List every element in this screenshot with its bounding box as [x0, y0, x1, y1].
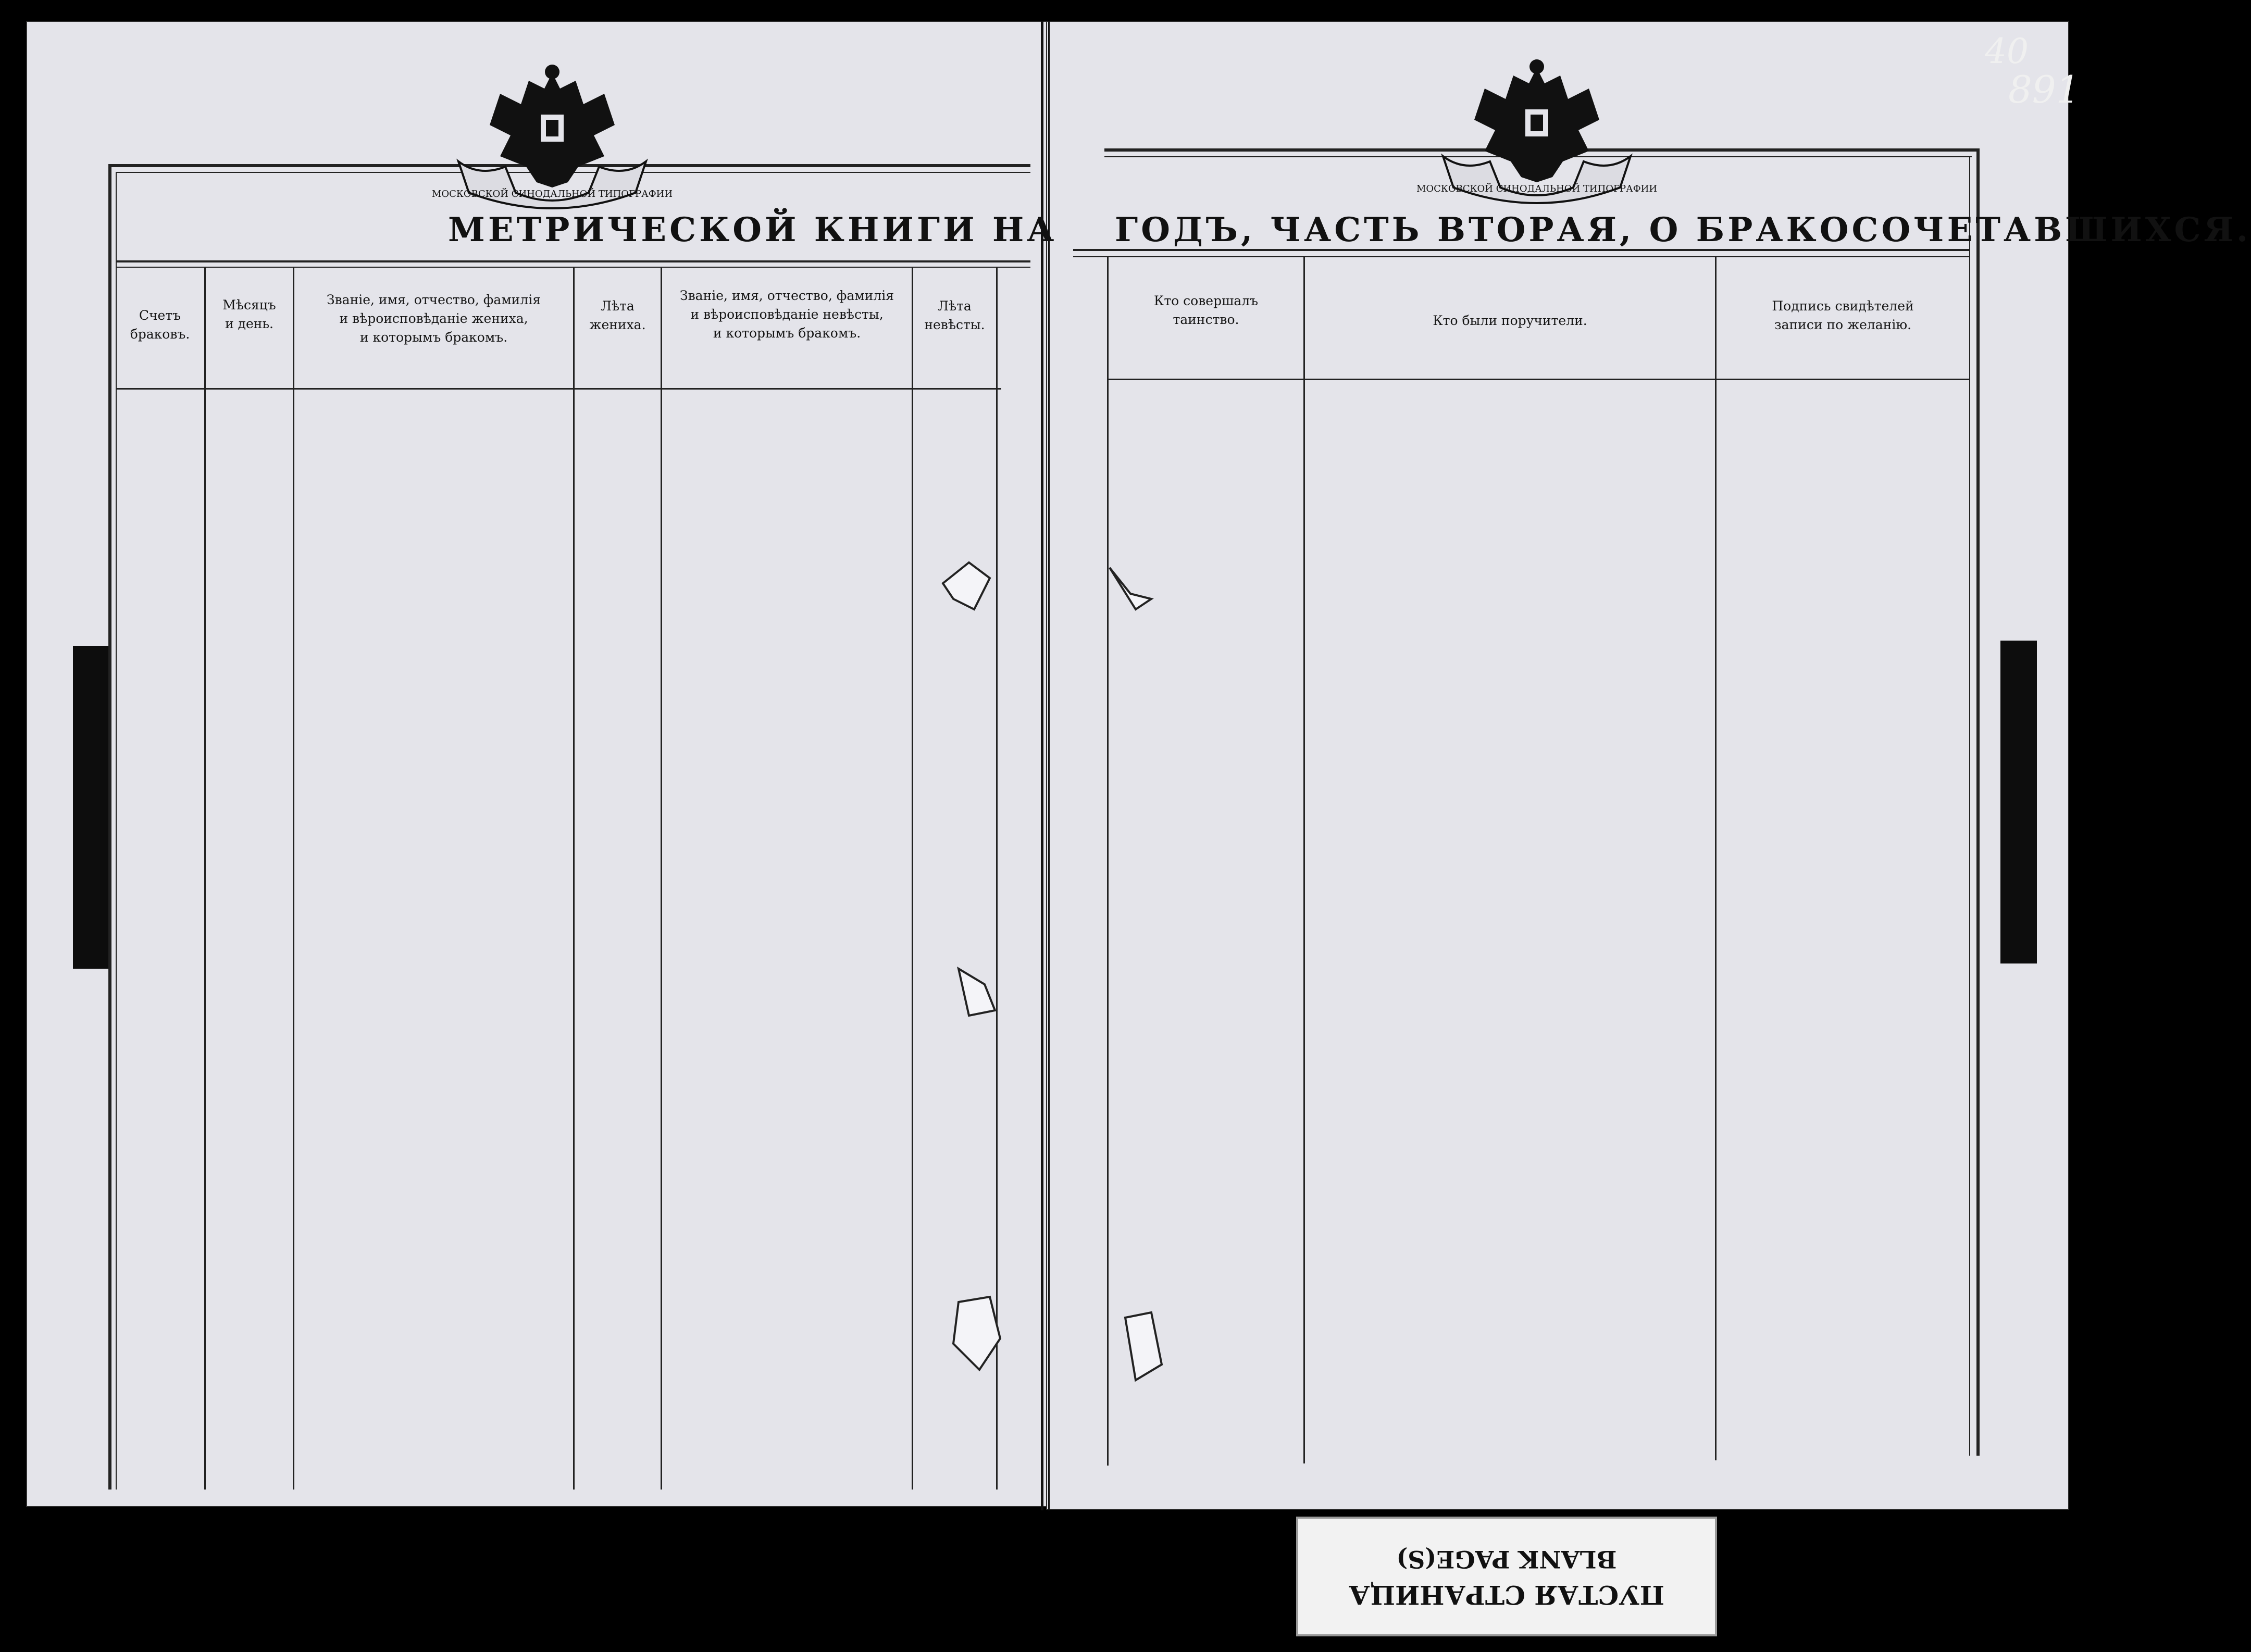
- double-headed-eagle-emblem-icon: [1416, 52, 1658, 208]
- col-head-officiant: Кто совершалъ таинство.: [1153, 293, 1259, 327]
- frame-left-line-thin: [116, 172, 117, 1490]
- page-title-left: МЕТРИЧЕСКОЙ КНИГИ НА: [448, 210, 1058, 249]
- col-head-marriage-count: Счетъ браковъ.: [130, 308, 190, 342]
- header-band-bottom-thin: [1073, 256, 1970, 257]
- emblem-ribbon-text: МОСКОВСКОЙ СИНОДАЛЬНОЙ ТИПОГРАФИИ: [431, 189, 673, 199]
- frame-left-line: [108, 164, 111, 1490]
- paper-tear-mark: [943, 1292, 1011, 1375]
- column-header-bottom: [116, 388, 1001, 390]
- col-divider: [661, 268, 662, 1490]
- header-band-bottom: [116, 260, 1030, 262]
- col-head-groom-age: Лѣта жениха.: [589, 298, 646, 332]
- col-head-bride-age: Лѣта невѣсты.: [924, 298, 985, 332]
- blank-page-stamp: [1296, 1517, 1717, 1636]
- col-head-groom: Званіе, имя, отчество, фамилія и вѣроисповѣданіе жениха, и которымъ бракомъ.: [327, 292, 541, 345]
- frame-right-line: [1976, 148, 1980, 1456]
- col-head-witness-signatures: Подпись свидѣтелей записи по желанію.: [1772, 298, 1914, 332]
- stamp-line-russian: ПУСТАЯ СТРАНИЦА: [1349, 1580, 1664, 1610]
- paper-tear-mark: [1115, 1302, 1172, 1385]
- paper-tear-mark: [1104, 562, 1156, 615]
- page-title-right: ГОДЪ, ЧАСТЬ ВТОРАЯ, О БРАКОСОЧЕТАВШИХСЯ.: [1115, 210, 2251, 249]
- col-divider: [1715, 257, 1717, 1460]
- col-divider: [573, 268, 575, 1490]
- col-divider: [912, 268, 913, 1490]
- paper-tear-mark: [948, 963, 1005, 1021]
- column-header-bottom: [1107, 379, 1970, 380]
- col-divider: [1107, 257, 1109, 1466]
- frame-right-line-thin: [1969, 156, 1970, 1456]
- emblem-ribbon-text: МОСКОВСКОЙ СИНОДАЛЬНОЙ ТИПОГРАФИИ: [1416, 183, 1658, 194]
- col-divider: [293, 268, 294, 1490]
- right-edge-tab: [2000, 641, 2037, 963]
- stamp-line-english: BLANK PAGE(S): [1396, 1545, 1617, 1573]
- left-edge-tab: [73, 646, 109, 969]
- col-head-month-day: Мѣсяцъ и день.: [222, 297, 276, 331]
- handwritten-page-number: 40: [1985, 31, 2029, 71]
- col-head-bride: Званіе, имя, отчество, фамилія и вѣроисповѣданіе невѣсты, и которымъ бракомъ.: [680, 288, 894, 341]
- paper-tear-mark: [938, 552, 1000, 615]
- col-divider: [204, 268, 206, 1490]
- col-head-guarantors: Кто были поручители.: [1433, 313, 1587, 328]
- col-divider: [1303, 257, 1305, 1463]
- double-headed-eagle-emblem-icon: [431, 57, 673, 214]
- handwritten-folio-number: 891: [2008, 68, 2080, 111]
